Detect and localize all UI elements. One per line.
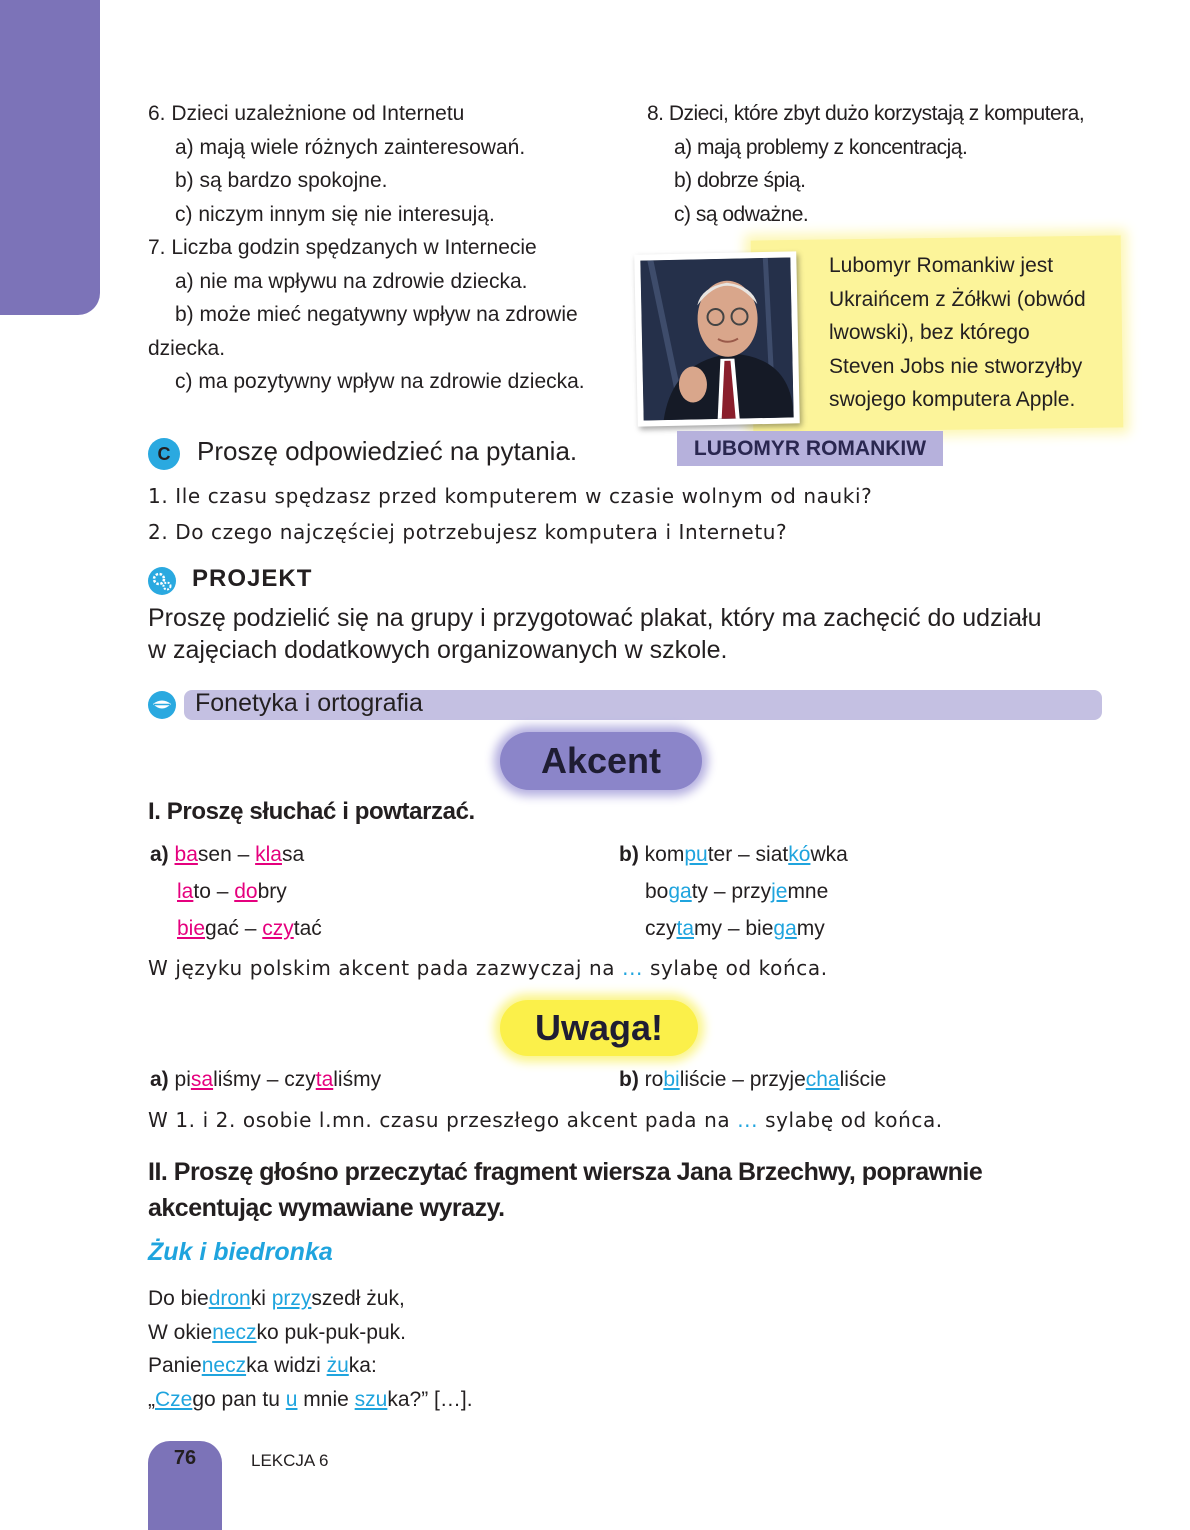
section-c-question-2: 2. Do czego najczęściej potrzebujesz komputera i Internetu? <box>148 520 788 544</box>
q7-option-c: c) ma pozytywny wpływ na zdrowie dziecka. <box>175 370 585 393</box>
rule-text: W języku polskim akcent pada zazwyczaj na <box>148 956 616 980</box>
projekt-text <box>148 602 1042 666</box>
example-b-label: b) <box>619 843 639 866</box>
q7-option-b: b) może mieć negatywny wpływ na zdrowie <box>175 303 578 326</box>
poem-text: Do biedronki przyszedł żuk, W okieneczko puk-puk-puk. Panieneczka widzi żuka: „Czego pan tu u mnie szuka?” […]. <box>148 1287 473 1411</box>
rule-text: sylabę od końca. <box>765 1108 943 1132</box>
page-number: 76 <box>173 1447 197 1469</box>
rule-text: W 1. i 2. osobie l.mn. czasu przeszłego akcent pada na <box>148 1108 731 1132</box>
note-line: Lubomyr Romankiw jest <box>829 254 1054 277</box>
q8-question: 8. Dzieci, które zbyt dużo korzystają z komputera, <box>647 102 1085 125</box>
uwaga-title: Uwaga! <box>500 1000 698 1056</box>
q6-option-a: a) mają wiele różnych zainteresowań. <box>175 135 526 159</box>
portrait-caption: LUBOMYR ROMANKIW <box>677 431 943 466</box>
note-text <box>829 249 1086 417</box>
note-line: Ukraińcem z Żółkwi (obwód <box>829 287 1086 311</box>
task2-instruction <box>148 1154 982 1226</box>
akcent-instruction: I. Proszę słuchać i powtarzać. <box>148 798 475 825</box>
q8-option-c: c) są odważne. <box>674 202 809 226</box>
q8-option-a: a) mają problemy z koncentracją. <box>674 135 968 159</box>
portrait-photo <box>634 251 800 426</box>
fonetyka-title: Fonetyka i ortografia <box>195 689 423 717</box>
q7-option-b-continued: dziecka. <box>148 336 226 360</box>
section-c-badge: C <box>148 438 180 470</box>
questions-left <box>148 97 585 399</box>
q6-option-b: b) są bardzo spokojne. <box>175 169 388 192</box>
uwaga-b-label: b) <box>619 1068 639 1091</box>
projekt-line: Proszę podzielić się na grupy i przygotować plakat, który ma zachęcić do udziału <box>148 604 1042 632</box>
akcent-examples-a: a) basen – klasa lato – dobry biegać – czytać <box>150 843 322 940</box>
side-tab <box>0 0 100 315</box>
rule-gap: ... <box>737 1108 759 1132</box>
task2-line: II. Proszę głośno przeczytać fragment wiersza Jana Brzechwy, poprawnie <box>148 1158 983 1186</box>
portrait-illustration <box>640 257 793 420</box>
q7-option-a: a) nie ma wpływu na zdrowie dziecka. <box>175 269 528 293</box>
rule-text: sylabę od końca. <box>649 956 828 980</box>
gears-icon <box>148 567 176 595</box>
uwaga-a-label: a) <box>150 1068 169 1091</box>
lesson-label: LEKCJA 6 <box>251 1451 329 1470</box>
q8-option-b: b) dobrze śpią. <box>674 169 806 192</box>
task2-line: akcentując wymawiane wyrazy. <box>148 1194 505 1222</box>
rule-gap: ... <box>622 956 643 980</box>
note-line: Steven Jobs nie stworzyłby <box>829 354 1083 378</box>
lips-icon <box>148 691 176 719</box>
akcent-rule <box>148 956 828 980</box>
uwaga-example-b: b) robiliście – przyjechaliście <box>619 1068 887 1091</box>
poem-title: Żuk i biedronka <box>148 1238 333 1266</box>
q6-question: 6. Dzieci uzależnione od Internetu <box>148 102 465 125</box>
q7-question: 7. Liczba godzin spędzanych w Internecie <box>148 236 537 259</box>
uwaga-example-a: a) pisaliśmy – czytaliśmy <box>150 1068 382 1091</box>
akcent-title: Akcent <box>500 732 702 790</box>
section-c-question-1: 1. Ile czasu spędzasz przed komputerem w czasie wolnym od nauki? <box>148 484 873 508</box>
example-a-label: a) <box>150 843 169 866</box>
note-line: swojego komputera Apple. <box>829 388 1076 411</box>
uwaga-rule <box>148 1108 943 1132</box>
projekt-line: w zajęciach dodatkowych organizowanych w szkole. <box>148 636 728 664</box>
note-line: lwowski), bez którego <box>829 321 1030 344</box>
questions-right <box>647 97 1084 231</box>
section-c-title: Proszę odpowiedzieć na pytania. <box>197 436 578 466</box>
akcent-examples-b: b) komputer – siatkówka bogaty – przyjemne czytamy – biegamy <box>619 843 848 940</box>
projekt-title: PROJEKT <box>192 565 313 592</box>
q6-option-c: c) niczym innym się nie interesują. <box>175 202 495 226</box>
